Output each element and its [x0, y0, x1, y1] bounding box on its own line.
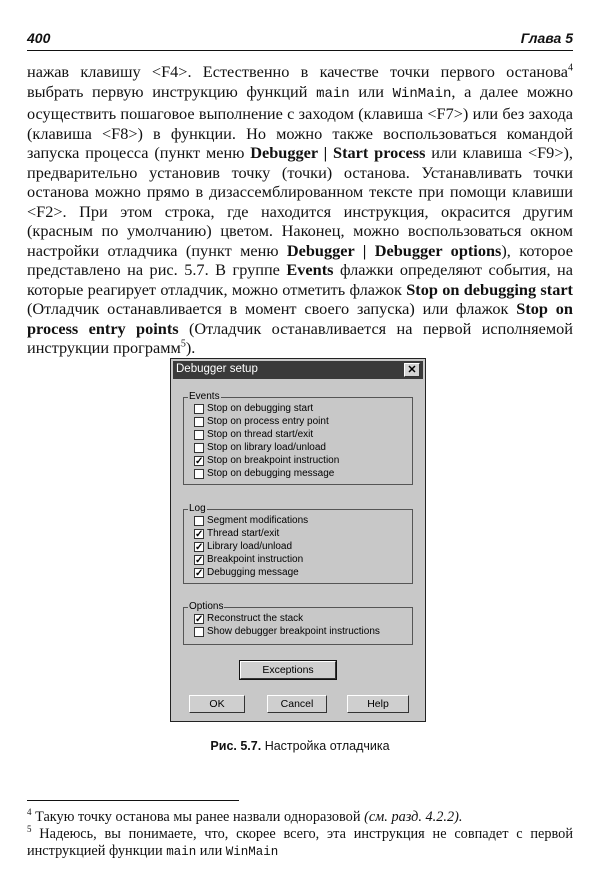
checkbox-box[interactable]: ✓: [195, 541, 204, 553]
flag-stop-entry-points: Stop on process entry points: [27, 299, 573, 338]
chapter-label: Глава 5: [520, 30, 573, 46]
events-group: [183, 391, 413, 485]
checkbox-box[interactable]: [194, 417, 204, 427]
page-number: 400: [27, 30, 51, 46]
checkbox-stop-breakpoint[interactable]: ✓ Stop on breakpoint instruction: [195, 455, 340, 467]
checkbox-box[interactable]: ✓: [195, 455, 204, 467]
body-paragraph: нажав клавишу <F4>. Естественно в качестве точки первого останова$^4$ выбрать первую инструкцию функций main или WinMain, а далее можно осуществить пошаговое выполнение с заходом (клавиша <F7>) или без захода (клавиша <F8>) в функции. Но можно также воспользоваться командой запуска процесса (пункт меню Debugger | Start process или клавиша <F9>), предварительно установив точку (точки) останова. Устанавливать точки останова можно прямо в дизассемблированном тексте при помощи клавиши <F2>. При этом строка, где находится инструкция, окрасится другим (красным по умолчанию) цветом. Наконец, можно воспользоваться окном настройки отладчика (пункт меню Debugger | Debugger options), которое представлено на рис. 5.7. В группе Events флажки определяют события, на которые реагирует отладчик, можно отметить флажок Stop on debugging start (Отладчик останавливается в момент своего запуска) или флажок Stop on process entry points (Отладчик останавливается на первой исполняемой инструкции программ$^5$).: [27, 62, 573, 357]
flag-stop-debugging-start: Stop on debugging start: [406, 279, 573, 299]
footnote-divider: [27, 800, 239, 801]
checkbox-show-breakpoint-instructions[interactable]: Show debugger breakpoint instructions: [194, 626, 380, 639]
footnote-code-winmain: WinMain: [225, 845, 279, 859]
page-header: [27, 28, 573, 51]
checkbox-debugging-message[interactable]: ✓ Debugging message: [195, 567, 299, 579]
checkbox-box[interactable]: ✓: [195, 554, 204, 566]
checkbox-box[interactable]: [194, 469, 204, 479]
checkbox-library-load[interactable]: ✓ Library load/unload: [195, 541, 293, 553]
dialog-titlebar: [173, 361, 423, 379]
footnote-4-ref: (см. разд. 4.2.2).: [364, 809, 463, 825]
checkbox-stop-library[interactable]: Stop on library load/unload: [194, 442, 326, 455]
checkbox-box[interactable]: ✓: [195, 528, 204, 540]
caption-text: Настройка отладчика: [264, 739, 390, 753]
checkbox-box[interactable]: [194, 443, 204, 453]
debugger-setup-dialog: [170, 358, 426, 722]
footnote-code-main: main: [166, 845, 197, 859]
options-legend: Options: [189, 601, 224, 612]
cancel-button[interactable]: Cancel: [267, 695, 327, 713]
events-term: Events: [286, 260, 334, 279]
caption-label: Рис. 5.7.: [210, 739, 262, 753]
log-legend: Log: [189, 503, 206, 514]
code-winmain: WinMain: [392, 85, 452, 102]
dialog-title: Debugger setup: [176, 363, 258, 375]
checkbox-stop-debugging-start[interactable]: Stop on debugging start: [194, 403, 313, 416]
menu-debugger-options: Debugger | Debugger options: [286, 240, 502, 260]
checkbox-box[interactable]: [194, 627, 204, 637]
log-group: [183, 503, 413, 584]
checkbox-box[interactable]: ✓: [195, 613, 204, 625]
checkbox-box[interactable]: [194, 430, 204, 440]
checkbox-box[interactable]: ✓: [195, 567, 204, 579]
checkbox-stop-entry-point[interactable]: Stop on process entry point: [194, 416, 329, 429]
footnote-5: $^5$ Надеюсь, вы понимаете, что, скорее всего, эта инструкция не совпадет с первой инструкцией функции main или WinMain: [27, 824, 573, 859]
checkbox-box[interactable]: [194, 516, 204, 526]
checkbox-breakpoint-instruction[interactable]: ✓ Breakpoint instruction: [195, 554, 304, 566]
footnote-ref-5: 5: [180, 338, 186, 350]
footnote-ref-4: 4: [568, 62, 573, 74]
checkbox-segment-modifications[interactable]: Segment modifications: [194, 515, 308, 528]
checkbox-thread-start-exit[interactable]: ✓ Thread start/exit: [195, 528, 280, 540]
events-legend: Events: [189, 391, 220, 402]
options-group: [183, 601, 413, 645]
close-icon[interactable]: ✕: [404, 363, 420, 377]
help-button[interactable]: Help: [347, 695, 409, 713]
checkbox-reconstruct-stack[interactable]: ✓ Reconstruct the stack: [195, 613, 304, 625]
ok-button[interactable]: OK: [189, 695, 245, 713]
menu-start-process: Debugger | Start process: [250, 143, 426, 162]
figure-caption: [0, 739, 600, 753]
checkbox-stop-thread[interactable]: Stop on thread start/exit: [194, 429, 313, 442]
code-main: main: [316, 85, 350, 102]
checkbox-stop-debug-message[interactable]: Stop on debugging message: [194, 468, 334, 481]
exceptions-button[interactable]: Exceptions: [240, 661, 336, 679]
footnote-4: $^4$ Такую точку останова мы ранее назвали одноразовой (см. разд. 4.2.2).: [27, 807, 463, 825]
checkbox-box[interactable]: [194, 404, 204, 414]
